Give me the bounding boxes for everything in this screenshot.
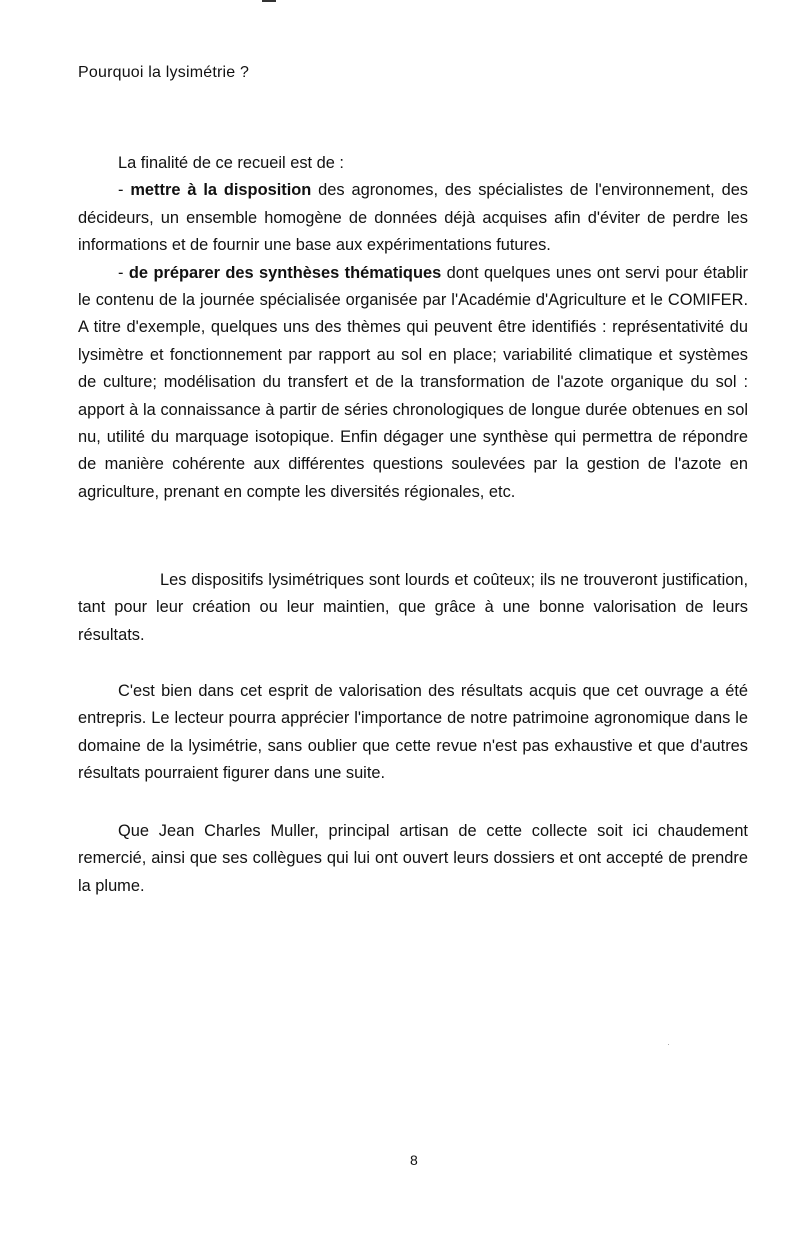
- scan-mark: [262, 0, 276, 2]
- paragraph-valorisation-text: C'est bien dans cet esprit de valorisation des résultats acquis que cet ouvrage a été entrepris. Le lecteur pourra apprécier l'importance de notre patrimoine agronomique dans le domaine de la lysimétrie, sans oublier que cette revue n'est pas exhaustive et que d'autres résultats pourraient figurer dans une suite.: [78, 682, 748, 783]
- intro-lead: La finalité de ce recueil est de :: [118, 154, 344, 172]
- paragraph-dispositifs: [78, 567, 748, 649]
- item-2-text: dont quelques unes ont servi pour établir le contenu de la journée spécialisée organisée par l'Académie d'Agriculture et le COMIFER. A titre d'exemple, quelques uns des thèmes qui peuvent être identifiés : représentativité du lysimètre et fonctionnement par rapport au sol en place; variabilité climatique et systèmes de culture; modélisation du transfert et de la transformation de l'azote organique du sol : apport à la connaissance à partir de séries chronologiques de longue durée obtenues en sol nu, utilité du marquage isotopique. Enfin dégager une synthèse qui permettra de répondre de manière cohérente aux différentes questions soulevées par la gestion de l'azote en agriculture, prenant en compte les diversités régionales, etc.: [78, 263, 748, 501]
- paragraph-dispositifs-text: Les dispositifs lysimétriques sont lourds et coûteux; ils ne trouveront justification, tant pour leur création ou leur maintien, que grâce à une bonne valorisation de leurs résultats.: [78, 571, 748, 644]
- paragraph-remerciements: [78, 818, 748, 900]
- page-number: 8: [410, 1152, 418, 1168]
- paragraph-valorisation: [78, 678, 748, 788]
- intro-item-1: [78, 177, 748, 259]
- item-1-prefix: -: [118, 181, 131, 200]
- item-1-bold: mettre à la disposition: [130, 181, 312, 200]
- item-2-prefix: -: [118, 263, 129, 282]
- item-2-bold: de préparer des synthèses thématiques: [128, 263, 442, 282]
- scan-speck: [668, 1044, 669, 1045]
- intro-item-2: [78, 260, 748, 507]
- page-heading: Pourquoi la lysimétrie ?: [78, 64, 250, 81]
- paragraph-remerciements-text: Que Jean Charles Muller, principal artisan de cette collecte soit ici chaudement remercié, ainsi que ses collègues qui lui ont ouvert leurs dossiers et ont accepté de prendre la plume.: [78, 822, 748, 895]
- item-1-text: des agronomes, des spécialistes de l'environnement, des décideurs, un ensemble homogène de données déjà acquises afin d'éviter de perdre les informations et de fournir une base aux expérimentations futures.: [78, 181, 749, 255]
- intro-section: [78, 150, 748, 506]
